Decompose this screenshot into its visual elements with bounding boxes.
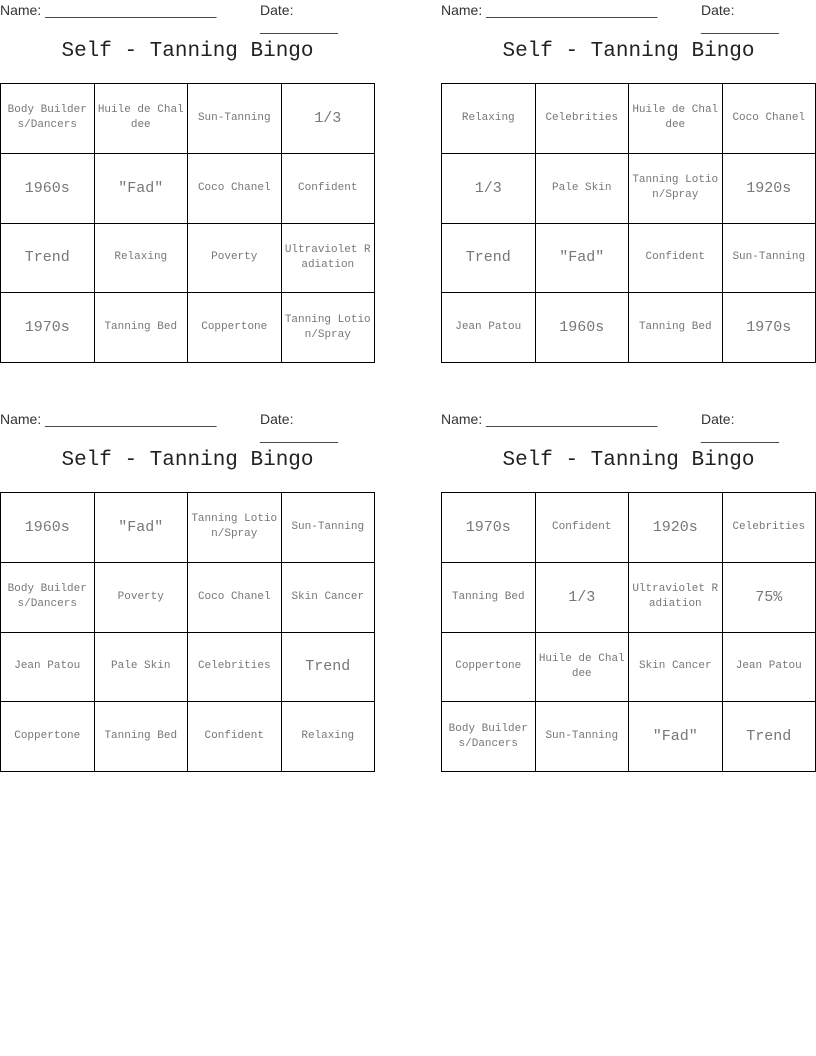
bingo-cell: Coppertone bbox=[442, 632, 536, 702]
bingo-cell: 1920s bbox=[629, 493, 723, 563]
bingo-cell: Pale Skin bbox=[94, 632, 188, 702]
bingo-cell: Jean Patou bbox=[722, 632, 816, 702]
bingo-cell: 1960s bbox=[1, 493, 95, 563]
bingo-cell: Trend bbox=[1, 223, 95, 293]
bingo-cell: 1/3 bbox=[535, 562, 629, 632]
bingo-cell: Trend bbox=[442, 223, 536, 293]
bingo-cell: Body Builders/Dancers bbox=[1, 84, 95, 154]
bingo-cell: Huile de Chaldee bbox=[535, 632, 629, 702]
bingo-grid bbox=[441, 492, 816, 772]
bingo-cell: Poverty bbox=[94, 562, 188, 632]
bingo-cell: Jean Patou bbox=[442, 293, 536, 363]
bingo-grid bbox=[441, 83, 816, 363]
grid-row bbox=[1, 702, 375, 772]
card-header bbox=[441, 0, 816, 34]
bingo-cell: Sun-Tanning bbox=[281, 493, 375, 563]
bingo-cell: Confident bbox=[188, 702, 282, 772]
bingo-cell: Relaxing bbox=[281, 702, 375, 772]
date-field-label: Date: __________ bbox=[260, 411, 338, 443]
grid-row bbox=[442, 293, 816, 363]
bingo-cell: Skin Cancer bbox=[629, 632, 723, 702]
grid-row bbox=[442, 84, 816, 154]
name-field-label: Name: ______________________ bbox=[441, 411, 658, 427]
bingo-cell: Coco Chanel bbox=[188, 562, 282, 632]
grid-row bbox=[1, 293, 375, 363]
bingo-cell: Huile de Chaldee bbox=[629, 84, 723, 154]
bingo-cell: Ultraviolet Radiation bbox=[629, 562, 723, 632]
bingo-cell: Huile de Chaldee bbox=[94, 84, 188, 154]
bingo-cell: Tanning Lotion/Spray bbox=[188, 493, 282, 563]
bingo-cell: Sun-Tanning bbox=[722, 223, 816, 293]
grid-row bbox=[442, 223, 816, 293]
bingo-cell: Coppertone bbox=[1, 702, 95, 772]
bingo-cell: "Fad" bbox=[629, 702, 723, 772]
bingo-cell: Confident bbox=[281, 153, 375, 223]
bingo-cell: Celebrities bbox=[535, 84, 629, 154]
name-field-label: Name: ______________________ bbox=[441, 2, 658, 18]
grid-row bbox=[1, 153, 375, 223]
bingo-cell: 1/3 bbox=[442, 153, 536, 223]
grid-row bbox=[442, 493, 816, 563]
bingo-cell: Coco Chanel bbox=[188, 153, 282, 223]
bingo-cell: Confident bbox=[629, 223, 723, 293]
bingo-card-1 bbox=[0, 0, 375, 365]
bingo-cell: Tanning Bed bbox=[94, 702, 188, 772]
bingo-cell: 75% bbox=[722, 562, 816, 632]
card-title: Self - Tanning Bingo bbox=[61, 449, 314, 472]
grid-row bbox=[442, 562, 816, 632]
bingo-cell: Tanning Bed bbox=[629, 293, 723, 363]
grid-row bbox=[1, 223, 375, 293]
date-field-label: Date: __________ bbox=[701, 2, 779, 34]
bingo-cell: Relaxing bbox=[94, 223, 188, 293]
bingo-cell: Coco Chanel bbox=[722, 84, 816, 154]
grid-row bbox=[442, 153, 816, 223]
bingo-cell: Body Builders/Dancers bbox=[442, 702, 536, 772]
bingo-cell: Celebrities bbox=[188, 632, 282, 702]
bingo-cell: Poverty bbox=[188, 223, 282, 293]
bingo-cell: Sun-Tanning bbox=[188, 84, 282, 154]
grid-row bbox=[1, 493, 375, 563]
bingo-cell: 1920s bbox=[722, 153, 816, 223]
bingo-grid bbox=[0, 492, 375, 772]
bingo-cell: Coppertone bbox=[188, 293, 282, 363]
bingo-cell: "Fad" bbox=[535, 223, 629, 293]
date-field-label: Date: __________ bbox=[701, 411, 779, 443]
card-header bbox=[0, 0, 375, 34]
bingo-cell: "Fad" bbox=[94, 493, 188, 563]
bingo-cell: 1970s bbox=[1, 293, 95, 363]
bingo-cell: Pale Skin bbox=[535, 153, 629, 223]
bingo-cell: Tanning Lotion/Spray bbox=[281, 293, 375, 363]
card-title: Self - Tanning Bingo bbox=[502, 40, 755, 63]
bingo-cell: Ultraviolet Radiation bbox=[281, 223, 375, 293]
date-field-label: Date: __________ bbox=[260, 2, 338, 34]
grid-row bbox=[442, 632, 816, 702]
card-title: Self - Tanning Bingo bbox=[61, 40, 314, 63]
bingo-card-2 bbox=[441, 0, 816, 365]
grid-row bbox=[1, 84, 375, 154]
bingo-cell: Confident bbox=[535, 493, 629, 563]
bingo-cell: Relaxing bbox=[442, 84, 536, 154]
bingo-cell: Tanning Bed bbox=[442, 562, 536, 632]
bingo-card-3 bbox=[0, 409, 375, 774]
bingo-cell: 1970s bbox=[442, 493, 536, 563]
name-field-label: Name: ______________________ bbox=[0, 2, 217, 18]
bingo-cell: Tanning Lotion/Spray bbox=[629, 153, 723, 223]
bingo-cell: Skin Cancer bbox=[281, 562, 375, 632]
bingo-grid bbox=[0, 83, 375, 363]
bingo-cell: Body Builders/Dancers bbox=[1, 562, 95, 632]
bingo-cell: Jean Patou bbox=[1, 632, 95, 702]
bingo-cell: Sun-Tanning bbox=[535, 702, 629, 772]
bingo-cell: 1960s bbox=[535, 293, 629, 363]
bingo-cell: Tanning Bed bbox=[94, 293, 188, 363]
grid-row bbox=[1, 632, 375, 702]
bingo-cell: 1970s bbox=[722, 293, 816, 363]
grid-row bbox=[442, 702, 816, 772]
card-header bbox=[441, 409, 816, 443]
bingo-cell: Trend bbox=[722, 702, 816, 772]
bingo-cell: Trend bbox=[281, 632, 375, 702]
card-title: Self - Tanning Bingo bbox=[502, 449, 755, 472]
grid-row bbox=[1, 562, 375, 632]
bingo-card-4 bbox=[441, 409, 816, 774]
bingo-cell: "Fad" bbox=[94, 153, 188, 223]
bingo-cell: 1960s bbox=[1, 153, 95, 223]
card-header bbox=[0, 409, 375, 443]
name-field-label: Name: ______________________ bbox=[0, 411, 217, 427]
bingo-cell: Celebrities bbox=[722, 493, 816, 563]
bingo-cell: 1/3 bbox=[281, 84, 375, 154]
